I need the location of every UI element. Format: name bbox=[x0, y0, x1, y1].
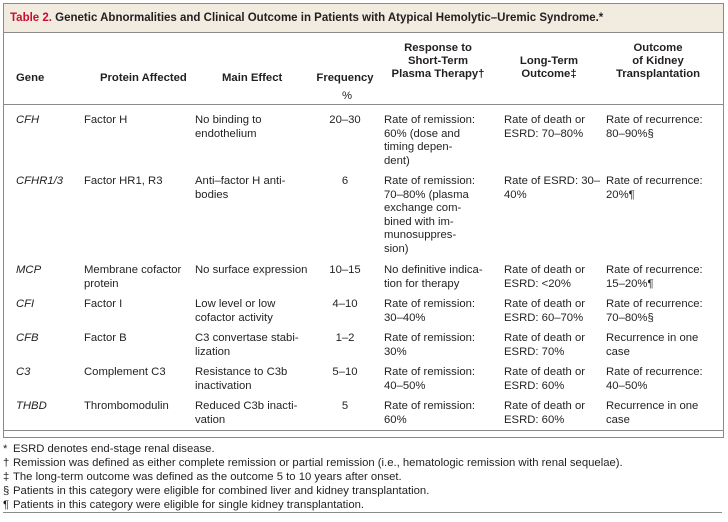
footnote-mark: * bbox=[3, 443, 8, 455]
cell-response-line: Rate of remission: bbox=[384, 114, 476, 126]
cell-gene: THBD bbox=[16, 400, 47, 412]
cell-transplant-line: Recurrence in one bbox=[606, 332, 699, 344]
cell-response bbox=[384, 298, 502, 325]
header-longterm-line: Long-Term bbox=[519, 55, 579, 67]
cell-frequency: 5 bbox=[341, 400, 349, 412]
cell-effect-line: vation bbox=[195, 413, 226, 426]
footnote-text: The long-term outcome was defined as the outcome 5 to 10 years after onset. bbox=[13, 471, 402, 483]
cell-effect-line: No binding to bbox=[195, 114, 262, 126]
cell-response-line: 60% (dose and bbox=[384, 127, 460, 140]
cell-response-line: sion) bbox=[384, 242, 409, 255]
footnote-mark: § bbox=[3, 485, 10, 497]
header-gene: Gene bbox=[16, 72, 45, 84]
cell-protein-line: Factor HR1, R3 bbox=[84, 175, 163, 187]
cell-transplant-line: Rate of recurrence: bbox=[606, 264, 703, 276]
cell-response-line: exchange com- bbox=[384, 202, 462, 214]
cell-effect-line: Reduced C3b inacti- bbox=[195, 400, 298, 412]
header-response bbox=[382, 42, 494, 81]
cell-protein bbox=[84, 400, 199, 414]
header-frequency: Frequency bbox=[316, 72, 374, 84]
cell-effect bbox=[195, 264, 313, 278]
cell-transplant-line: case bbox=[606, 413, 630, 426]
cell-response bbox=[384, 114, 502, 168]
cell-response-line: 30–40% bbox=[384, 311, 426, 324]
cell-protein bbox=[84, 114, 199, 128]
table-caption: Genetic Abnormalities and Clinical Outcome in Patients with Atypical Hemolytic–Uremic Syndrome.* bbox=[55, 12, 604, 24]
cell-protein bbox=[84, 298, 199, 312]
cell-response-line: Rate of remission: bbox=[384, 400, 476, 412]
cell-response-line: munosuppres- bbox=[384, 229, 457, 241]
cell-response bbox=[384, 175, 502, 256]
cell-longterm bbox=[504, 298, 604, 325]
cell-protein-line: Thrombomodulin bbox=[84, 400, 169, 412]
header-transplant-line: Transplantation bbox=[615, 68, 701, 80]
cell-gene: CFB bbox=[16, 332, 39, 344]
cell-transplant-line: 20%¶ bbox=[606, 188, 635, 201]
header-transplant-line: Outcome bbox=[633, 42, 683, 54]
cell-response-line: dent) bbox=[384, 154, 410, 167]
cell-response-line: No definitive indica- bbox=[384, 264, 483, 276]
cell-transplant bbox=[606, 114, 721, 141]
footnote bbox=[3, 457, 623, 470]
cell-effect-line: Low level or low bbox=[195, 298, 276, 310]
cell-protein bbox=[84, 175, 199, 189]
header-response-line: Plasma Therapy† bbox=[391, 68, 485, 80]
cell-frequency: 1–2 bbox=[335, 332, 355, 344]
cell-gene: CFH bbox=[16, 114, 40, 126]
cell-transplant-line: 15–20%¶ bbox=[606, 277, 654, 290]
cell-longterm-line: Rate of death or bbox=[504, 114, 586, 126]
cell-response-line: Rate of remission: bbox=[384, 332, 476, 344]
cell-response bbox=[384, 332, 502, 359]
cell-longterm-line: ESRD: 70% bbox=[504, 345, 565, 358]
cell-longterm-line: 40% bbox=[504, 188, 527, 201]
table-frame bbox=[3, 3, 724, 438]
cell-effect-line: Resistance to C3b bbox=[195, 366, 288, 378]
footnote-mark: † bbox=[3, 457, 10, 469]
header-response-line: Short-Term bbox=[407, 55, 469, 67]
cell-frequency: 5–10 bbox=[332, 366, 358, 378]
cell-longterm bbox=[504, 114, 604, 141]
footnote bbox=[3, 499, 364, 512]
cell-longterm-line: ESRD: <20% bbox=[504, 277, 571, 290]
cell-frequency: 6 bbox=[341, 175, 349, 187]
cell-protein-line: Factor H bbox=[84, 114, 128, 126]
cell-transplant-line: Recurrence in one bbox=[606, 400, 699, 412]
cell-transplant-line: case bbox=[606, 345, 630, 358]
cell-response-line: timing depen- bbox=[384, 141, 453, 153]
footnote bbox=[3, 471, 402, 484]
cell-gene: CFI bbox=[16, 298, 35, 310]
cell-effect bbox=[195, 298, 313, 325]
cell-longterm-line: Rate of death or bbox=[504, 366, 586, 378]
cell-effect-line: bodies bbox=[195, 188, 229, 201]
cell-transplant bbox=[606, 298, 721, 325]
cell-transplant-line: Rate of recurrence: bbox=[606, 114, 703, 126]
header-transplant bbox=[602, 42, 714, 81]
cell-protein bbox=[84, 332, 199, 346]
table-bottom-rule bbox=[4, 430, 723, 431]
cell-response-line: tion for therapy bbox=[384, 277, 460, 290]
cell-longterm-line: Rate of death or bbox=[504, 400, 586, 412]
header-longterm bbox=[504, 55, 594, 81]
cell-longterm-line: Rate of ESRD: 30– bbox=[504, 175, 601, 187]
cell-response bbox=[384, 400, 502, 427]
cell-gene: C3 bbox=[16, 366, 31, 378]
footnote bbox=[3, 485, 429, 498]
cell-effect bbox=[195, 400, 313, 427]
footnote-mark: ‡ bbox=[3, 471, 10, 483]
cell-longterm-line: ESRD: 60–70% bbox=[504, 311, 584, 324]
cell-longterm-line: ESRD: 60% bbox=[504, 413, 565, 426]
cell-longterm-line: Rate of death or bbox=[504, 298, 586, 310]
cell-response-line: bined with im- bbox=[384, 215, 454, 228]
cell-protein bbox=[84, 264, 199, 291]
cell-protein-line: Factor B bbox=[84, 332, 127, 344]
cell-protein-line: Factor I bbox=[84, 298, 123, 310]
header-effect: Main Effect bbox=[222, 72, 283, 84]
header-transplant-line: of Kidney bbox=[632, 55, 684, 67]
cell-effect-line: Anti–factor H anti- bbox=[195, 175, 286, 187]
cell-effect bbox=[195, 332, 313, 359]
table-label: Table 2. bbox=[10, 12, 52, 24]
header-protein: Protein Affected bbox=[100, 72, 187, 84]
cell-response bbox=[384, 366, 502, 393]
cell-response-line: 70–80% (plasma bbox=[384, 188, 469, 201]
table-title-bar bbox=[4, 4, 723, 33]
cell-transplant-line: 70–80%§ bbox=[606, 311, 654, 324]
cell-protein bbox=[84, 366, 199, 380]
cell-effect-line: C3 convertase stabi- bbox=[195, 332, 299, 344]
page-bottom-rule bbox=[3, 512, 722, 513]
cell-response-line: Rate of remission: bbox=[384, 298, 476, 310]
footnote-text: Patients in this category were eligible for single kidney transplantation. bbox=[13, 499, 365, 511]
cell-effect bbox=[195, 366, 313, 393]
cell-longterm-line: Rate of death or bbox=[504, 332, 586, 344]
header-response-line: Response to bbox=[404, 42, 472, 54]
cell-response-line: 40–50% bbox=[384, 379, 426, 392]
cell-longterm bbox=[504, 400, 604, 427]
cell-response bbox=[384, 264, 502, 291]
cell-gene: MCP bbox=[16, 264, 42, 276]
cell-response-line: Rate of remission: bbox=[384, 366, 476, 378]
cell-gene: CFHR1/3 bbox=[16, 175, 64, 187]
footnote-text: Patients in this category were eligible for combined liver and kidney transplantation. bbox=[13, 485, 430, 497]
cell-longterm-line: ESRD: 70–80% bbox=[504, 127, 584, 140]
footnote-mark: ¶ bbox=[3, 499, 10, 511]
cell-frequency: 4–10 bbox=[332, 298, 358, 310]
footnote-text: Remission was defined as either complete remission or partial remission (i.e., hematologic remission with renal sequelae). bbox=[13, 457, 623, 469]
cell-transplant-line: Rate of recurrence: bbox=[606, 175, 703, 187]
cell-transplant bbox=[606, 400, 721, 427]
footnote bbox=[3, 443, 215, 456]
cell-frequency: 20–30 bbox=[329, 114, 361, 126]
cell-protein-line: Complement C3 bbox=[84, 366, 166, 378]
cell-protein-line: Membrane cofactor bbox=[84, 264, 182, 276]
cell-transplant bbox=[606, 264, 721, 291]
cell-transplant-line: 80–90%§ bbox=[606, 127, 654, 140]
cell-effect bbox=[195, 175, 313, 202]
cell-longterm-line: Rate of death or bbox=[504, 264, 586, 276]
header-divider bbox=[4, 104, 723, 105]
cell-response-line: 30% bbox=[384, 345, 407, 358]
cell-effect-line: endothelium bbox=[195, 127, 257, 140]
cell-protein-line: protein bbox=[84, 277, 119, 290]
cell-effect-line: lization bbox=[195, 345, 231, 358]
cell-transplant-line: Rate of recurrence: bbox=[606, 366, 703, 378]
cell-frequency: 10–15 bbox=[329, 264, 361, 276]
header-longterm-line: Outcome‡ bbox=[521, 68, 577, 80]
cell-response-line: Rate of remission: bbox=[384, 175, 476, 187]
cell-longterm bbox=[504, 264, 604, 291]
cell-response-line: 60% bbox=[384, 413, 407, 426]
cell-transplant bbox=[606, 332, 721, 359]
cell-effect-line: No surface expression bbox=[195, 264, 308, 276]
cell-longterm bbox=[504, 175, 604, 202]
table-title bbox=[10, 12, 603, 24]
cell-effect bbox=[195, 114, 313, 141]
cell-effect-line: inactivation bbox=[195, 379, 252, 392]
cell-longterm bbox=[504, 332, 604, 359]
cell-transplant-line: 40–50% bbox=[606, 379, 648, 392]
cell-transplant bbox=[606, 175, 721, 202]
cell-transplant bbox=[606, 366, 721, 393]
footnote-text: ESRD denotes end-stage renal disease. bbox=[13, 443, 215, 455]
cell-longterm bbox=[504, 366, 604, 393]
cell-effect-line: cofactor activity bbox=[195, 311, 273, 324]
cell-longterm-line: ESRD: 60% bbox=[504, 379, 565, 392]
header-frequency-unit: % bbox=[341, 90, 353, 102]
cell-transplant-line: Rate of recurrence: bbox=[606, 298, 703, 310]
